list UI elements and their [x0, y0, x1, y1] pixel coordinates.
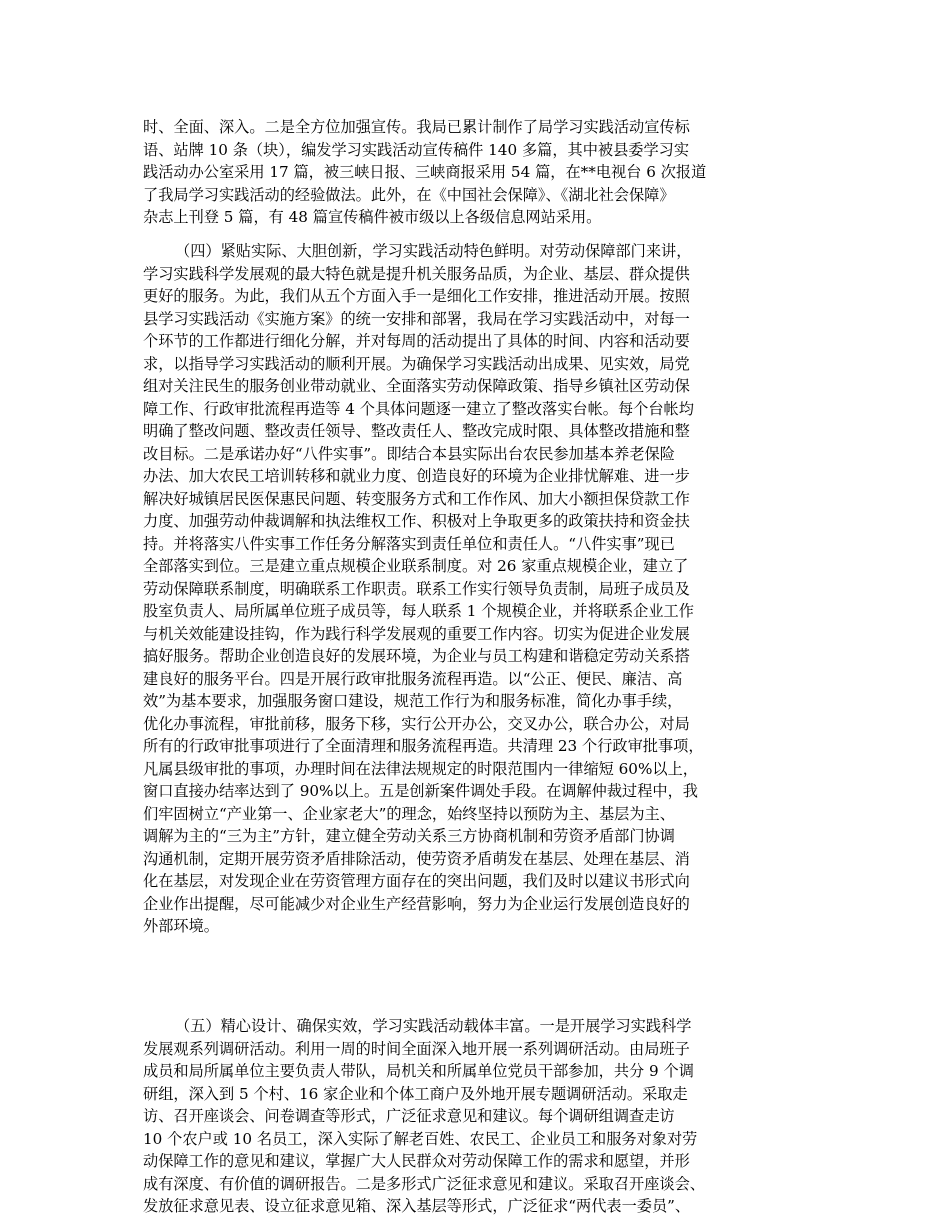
text-line: 搞好服务。帮助企业创造良好的发展环境，为企业与员工构建和谐稳定劳动关系搭	[143, 647, 690, 665]
text-line: 外部环境。	[143, 917, 219, 935]
text-line: 优化办事流程，审批前移，服务下移，实行公开办公，交叉办公，联合办公，对局	[143, 714, 690, 733]
text-line: 10 个农户或 10 名员工，深入实际了解老百姓、农民工、企业员工和服务对象对劳	[143, 1129, 698, 1148]
text-line: 践活动办公室采用 17 篇，被三峡日报、三峡商报采用 54 篇，在**电视台 6 次报道	[143, 163, 707, 181]
text-line: （四）紧贴实际、大胆创新，学习实践活动特色鲜明。对劳动保障部门来讲，	[175, 242, 692, 260]
text-line: 发放征求意见表、设立征求意见箱、深入基层等形式，广泛征求“两代表一委员”、	[143, 1197, 691, 1215]
text-line: 窗口直接办结率达到了 90%以上。五是创新案件调处手段。在调解仲裁过程中，我	[143, 782, 698, 800]
text-line: 全部落实到位。三是建立重点规模企业联系制度。对 26 家重点规模企业，建立了	[143, 557, 689, 575]
text-line: 动保障工作的意见和建议，掌握广大人民群众对劳动保障工作的需求和愿望，并形	[143, 1152, 690, 1170]
text-line: 与机关效能建设挂钩，作为践行科学发展观的重要工作内容。切实为促进企业发展	[143, 624, 690, 643]
text-line: 个环节的工作都进行细化分解，并对每周的活动提出了具体的时间、内容和活动要	[143, 332, 690, 350]
text-line: 杂志上刊登 5 篇，有 48 篇宣传稿件被市级以上各级信息网站采用。	[143, 208, 602, 226]
text-line: 研组，深入到 5 个村、16 家企业和个体工商户及外地开展专题调研活动。采取走	[143, 1084, 688, 1103]
text-line: 办法、加大农民工培训转移和就业力度、创造良好的环境为企业排忧解难、进一步	[143, 467, 690, 485]
text-line: 学习实践科学发展观的最大特色就是提升机关服务品质，为企业、基层、群众提供	[143, 264, 690, 283]
text-line: 效”为基本要求，加强服务窗口建设，规范工作行为和服务标准，简化办事手续，	[143, 692, 683, 710]
text-line: 力度、加强劳动仲裁调解和执法维权工作、积极对上争取更多的政策扶持和资金扶	[143, 512, 690, 530]
text-line: 障工作、行政审批流程再造等 4 个具体问题逐一建立了整改落实台帐。每个台帐均	[143, 399, 694, 418]
text-line: （五）精心设计、确保实效，学习实践活动载体丰富。一是开展学习实践科学	[175, 1017, 692, 1035]
text-line: 调解为主的“三为主”方针，建立健全劳动关系三方协商机制和劳资矛盾部门协调	[143, 827, 675, 845]
text-line: 访、召开座谈会、问卷调查等形式，广泛征求意见和建议。每个调研组调查走访	[143, 1107, 675, 1125]
text-line: 县学习实践活动《实施方案》的统一安排和部署，我局在学习实践活动中，对每一	[143, 309, 690, 328]
text-line: 解决好城镇居民医保惠民问题、转变服务方式和工作作风、加大小额担保贷款工作	[143, 489, 690, 508]
paragraph-publicity	[143, 116, 823, 229]
text-line: 沟通机制，定期开展劳资矛盾排除活动，使劳资矛盾萌发在基层、处理在基层、消	[143, 849, 690, 868]
text-line: 明确了整改问题、整改责任领导、整改责任人、整改完成时限、具体整改措施和整	[143, 422, 690, 440]
text-line: 所有的行政审批事项进行了全面清理和服务流程再造。共清理 23 个行政审批事项，	[143, 737, 704, 755]
text-line: 组对关注民生的服务创业带动就业、全面落实劳动保障政策、指导乡镇社区劳动保	[143, 377, 690, 395]
text-line: 劳动保障联系制度，明确联系工作职责。联系工作实行领导负责制，局班子成员及	[143, 579, 690, 598]
text-line: 成员和局所属单位主要负责人带队，局机关和所属单位党员干部参加，共分 9 个调	[143, 1062, 694, 1080]
text-line: 求，以指导学习实践活动的顺利开展。为确保学习实践活动出成果、见实效，局党	[143, 354, 690, 373]
text-line: 了我局学习实践活动的经验做法。此外，在《中国社会保障》、《湖北社会保障》	[143, 185, 675, 204]
text-line: 企业作出提醒，尽可能减少对企业生产经营影响，努力为企业运行发展创造良好的	[143, 894, 690, 913]
paragraph-section-four	[143, 240, 823, 938]
text-line: 语、站牌 10 条（块），编发学习实践活动宣传稿件 140 多篇，其中被县委学习实	[143, 140, 690, 159]
text-line: 改目标。二是承诺办好“八件实事”。即结合本县实际出台农民参加基本养老保险	[143, 444, 675, 463]
paragraph-section-five	[143, 1015, 823, 1218]
text-line: 化在基层，对发现企业在劳资管理方面存在的突出问题，我们及时以建议书形式向	[143, 872, 690, 890]
text-line: 发展观系列调研活动。利用一周的时间全面深入地开展一系列调研活动。由局班子	[143, 1039, 690, 1058]
text-line: 更好的服务。为此，我们从五个方面入手一是细化工作安排，推进活动开展。按照	[143, 287, 690, 305]
text-line: 持。并将落实八件实事工作任务分解落实到责任单位和责任人。“八件实事”现已	[143, 534, 675, 553]
text-line: 成有深度、有价值的调研报告。二是多形式广泛征求意见和建议。采取召开座谈会、	[143, 1174, 705, 1193]
text-line: 们牢固树立“产业第一、企业家老大”的理念，始终坚持以预防为主、基层为主、	[143, 804, 675, 823]
text-line: 时、全面、深入。二是全方位加强宣传。我局已累计制作了局学习实践活动宣传标	[143, 118, 690, 136]
text-line: 股室负责人、局所属单位班子成员等，每人联系 1 个规模企业，并将联系企业工作	[143, 602, 694, 620]
text-line: 建良好的服务平台。四是开展行政审批服务流程再造。以“公正、便民、廉洁、高	[143, 669, 683, 688]
text-line: 凡属县级审批的事项，办理时间在法律法规规定的时限范围内一律缩短 60%以上，	[143, 759, 698, 778]
